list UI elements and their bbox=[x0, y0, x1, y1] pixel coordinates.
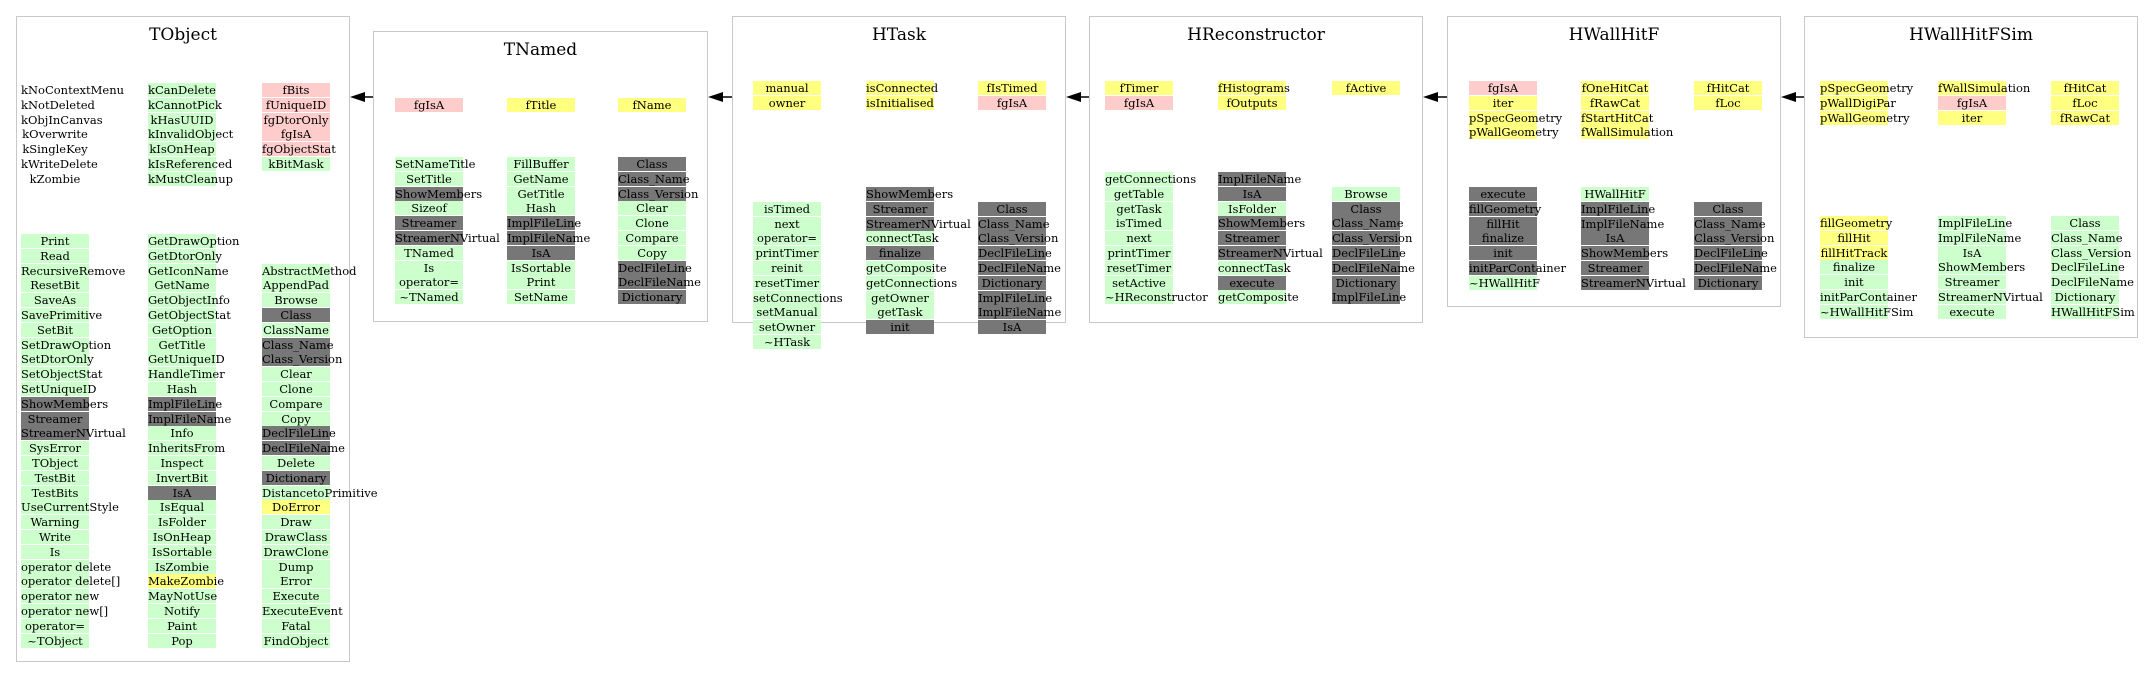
member-clone: Clone bbox=[618, 216, 686, 230]
member-kobjincanvas: kObjInCanvas bbox=[21, 112, 103, 127]
member-operator: operator= bbox=[21, 619, 89, 633]
member-isinitialised: isInitialised bbox=[866, 95, 934, 110]
member-abstractmethod: AbstractMethod bbox=[262, 263, 357, 278]
member-gettask: getTask bbox=[866, 305, 934, 319]
member-operator: operator= bbox=[753, 231, 821, 245]
member-testbits: TestBits bbox=[21, 486, 89, 500]
member-finalize: finalize bbox=[1820, 260, 1888, 274]
member-implfilename: ImplFileName bbox=[1938, 230, 2022, 245]
member-hwallhitf: ~HWallHitF bbox=[1469, 275, 1541, 290]
member-fillhit: fillHit bbox=[1469, 217, 1537, 231]
member-kwritedelete: kWriteDelete bbox=[21, 156, 98, 171]
member-declfileline: DeclFileLine bbox=[262, 426, 336, 441]
member-sizeof: Sizeof bbox=[395, 201, 463, 215]
member-isa: IsA bbox=[148, 486, 216, 500]
member-implfileline: ImplFileLine bbox=[1332, 290, 1407, 305]
member-showmembers: ShowMembers bbox=[21, 396, 109, 411]
member-implfilename: ImplFileName bbox=[148, 411, 232, 426]
member-manual: manual bbox=[753, 81, 821, 95]
member-declfilename: DeclFileName bbox=[1332, 260, 1415, 275]
member-is: Is bbox=[21, 545, 89, 559]
member-declfileline: DeclFileLine bbox=[618, 260, 692, 275]
member-clear: Clear bbox=[618, 201, 686, 215]
member-class: Class bbox=[1332, 202, 1400, 216]
member-delete: Delete bbox=[262, 456, 330, 470]
member-pwalldigipar: pWallDigiPar bbox=[1820, 95, 1896, 110]
member-fgobjectstat: fgObjectStat bbox=[262, 142, 336, 157]
member-tnamed: ~TNamed bbox=[395, 290, 463, 304]
member-dictionary: Dictionary bbox=[618, 290, 686, 304]
member-getobjectinfo: GetObjectInfo bbox=[148, 293, 230, 308]
member-class: Class bbox=[262, 308, 330, 322]
member-implfilename: ImplFileName bbox=[1218, 172, 1302, 186]
member-class-version: Class_Version bbox=[1694, 231, 1775, 246]
member-dump: Dump bbox=[262, 560, 330, 574]
member-getname: GetName bbox=[148, 278, 216, 292]
member-isa: IsA bbox=[1218, 187, 1286, 201]
inheritance-arrow-head bbox=[350, 92, 365, 102]
member-fgisa: fgIsA bbox=[1469, 81, 1537, 95]
member-execute: execute bbox=[1218, 276, 1286, 290]
member-setconnections: setConnections bbox=[753, 290, 843, 305]
member-hash: Hash bbox=[148, 382, 216, 396]
member-tobject: TObject bbox=[21, 456, 89, 470]
member-fname: fName bbox=[618, 98, 686, 112]
member-getname: GetName bbox=[507, 172, 575, 186]
member-class-version: Class_Version bbox=[618, 186, 699, 201]
member-setactive: setActive bbox=[1105, 276, 1173, 290]
member-connecttask: connectTask bbox=[866, 231, 939, 246]
member-warning: Warning bbox=[21, 515, 89, 529]
member-dictionary: Dictionary bbox=[1332, 276, 1400, 290]
member-fgisa: fgIsA bbox=[262, 127, 330, 141]
member-foutputs: fOutputs bbox=[1218, 96, 1286, 110]
member-setuniqueid: SetUniqueID bbox=[21, 381, 97, 396]
member-clone: Clone bbox=[262, 382, 330, 396]
member-ftimer: fTimer bbox=[1105, 81, 1173, 95]
member-fillhittrack: fillHitTrack bbox=[1820, 245, 1888, 260]
member-koverwrite: kOverwrite bbox=[22, 127, 88, 142]
member-operator-new: operator new bbox=[21, 589, 100, 604]
member-makezombie: MakeZombie bbox=[148, 574, 225, 589]
member-next: next bbox=[753, 217, 821, 231]
member-notify: Notify bbox=[148, 604, 216, 618]
member-declfilename: DeclFileName bbox=[1694, 260, 1777, 275]
member-streamernvirtual: StreamerNVirtual bbox=[395, 230, 500, 245]
member-class: Class bbox=[978, 202, 1046, 216]
member-htask: ~HTask bbox=[753, 335, 821, 349]
member-floc: fLoc bbox=[2051, 96, 2119, 110]
member-getcomposite: getComposite bbox=[866, 260, 947, 275]
member-error: Error bbox=[262, 574, 330, 588]
member-streamer: Streamer bbox=[1581, 261, 1649, 275]
member-dictionary: Dictionary bbox=[262, 471, 330, 485]
member-implfilename: ImplFileName bbox=[507, 230, 591, 245]
member-reinit: reinit bbox=[753, 261, 821, 275]
member-finalize: finalize bbox=[1469, 231, 1537, 245]
member-initparcontainer: initParContainer bbox=[1469, 260, 1566, 275]
member-distancetoprimitive: DistancetoPrimitive bbox=[262, 485, 378, 500]
member-streamernvirtual: StreamerNVirtual bbox=[1938, 289, 2043, 304]
member-execute: execute bbox=[1469, 187, 1537, 201]
member-kisreferenced: kIsReferenced bbox=[148, 156, 233, 171]
member-isa: IsA bbox=[1938, 246, 2006, 260]
member-tobject: ~TObject bbox=[21, 634, 89, 648]
member-isequal: IsEqual bbox=[148, 500, 216, 514]
member-knotdeleted: kNotDeleted bbox=[21, 97, 95, 112]
member-class-version: Class_Version bbox=[2051, 245, 2132, 260]
member-finalize: finalize bbox=[866, 246, 934, 260]
member-paint: Paint bbox=[148, 619, 216, 633]
member-streamer: Streamer bbox=[21, 412, 89, 426]
member-declfileline: DeclFileLine bbox=[2051, 260, 2125, 275]
member-getdtoronly: GetDtorOnly bbox=[148, 248, 222, 263]
member-fhitcat: fHitCat bbox=[2051, 81, 2119, 95]
member-setobjectstat: SetObjectStat bbox=[21, 367, 103, 382]
member-implfileline: ImplFileLine bbox=[507, 216, 582, 231]
member-streamer: Streamer bbox=[1938, 275, 2006, 289]
member-frawcat: fRawCat bbox=[1581, 96, 1649, 110]
member-streamernvirtual: StreamerNVirtual bbox=[866, 216, 971, 231]
member-knocontextmenu: kNoContextMenu bbox=[21, 83, 125, 97]
member-drawclone: DrawClone bbox=[263, 544, 329, 559]
member-declfileline: DeclFileLine bbox=[1694, 246, 1768, 261]
member-classname: ClassName bbox=[263, 322, 329, 337]
member-fgisa: fgIsA bbox=[1938, 96, 2006, 110]
inheritance-arrow-head bbox=[1066, 92, 1081, 102]
member-gettitle: GetTitle bbox=[148, 338, 216, 352]
member-inheritsfrom: InheritsFrom bbox=[148, 441, 226, 456]
class-title: TObject bbox=[149, 25, 217, 45]
member-showmembers: ShowMembers bbox=[1581, 246, 1669, 261]
inheritance-arrow-head bbox=[708, 92, 723, 102]
member-connecttask: connectTask bbox=[1218, 260, 1291, 275]
member-streamernvirtual: StreamerNVirtual bbox=[1218, 245, 1323, 260]
member-write: Write bbox=[21, 530, 89, 544]
member-next: next bbox=[1105, 231, 1173, 245]
member-isa: IsA bbox=[1581, 231, 1649, 245]
member-init: init bbox=[1469, 246, 1537, 260]
member-setbit: SetBit bbox=[21, 323, 89, 337]
member-doerror: DoError bbox=[262, 500, 330, 514]
member-kcandelete: kCanDelete bbox=[148, 83, 216, 97]
member-khasuuid: kHasUUID bbox=[148, 113, 216, 127]
member-pspecgeometry: pSpecGeometry bbox=[1820, 81, 1914, 95]
member-gettask: getTask bbox=[1105, 202, 1173, 216]
member-is: Is bbox=[395, 261, 463, 275]
member-ftitle: fTitle bbox=[507, 98, 575, 112]
member-operator-delete: operator delete[] bbox=[21, 574, 121, 589]
member-kcannotpick: kCannotPick bbox=[148, 97, 222, 112]
member-printtimer: printTimer bbox=[1105, 246, 1173, 260]
member-getconnections: getConnections bbox=[866, 275, 958, 290]
member-hreconstructor: ~HReconstructor bbox=[1105, 290, 1208, 305]
member-fstarthitcat: fStartHitCat bbox=[1581, 110, 1654, 125]
member-saveas: SaveAs bbox=[21, 293, 89, 307]
member-resetbit: ResetBit bbox=[21, 278, 89, 292]
member-clear: Clear bbox=[262, 367, 330, 381]
member-class-name: Class_Name bbox=[978, 216, 1050, 231]
member-issortable: IsSortable bbox=[148, 545, 216, 559]
member-iter: iter bbox=[1469, 96, 1537, 110]
member-resettimer: resetTimer bbox=[1106, 260, 1172, 275]
member-kisonheap: kIsOnHeap bbox=[149, 142, 215, 157]
member-initparcontainer: initParContainer bbox=[1820, 289, 1917, 304]
member-draw: Draw bbox=[262, 515, 330, 529]
member-declfilename: DeclFileName bbox=[978, 260, 1061, 275]
class-title: HReconstructor bbox=[1187, 25, 1325, 45]
member-class: Class bbox=[1694, 202, 1762, 216]
member-dictionary: Dictionary bbox=[978, 276, 1046, 290]
class-title: HTask bbox=[871, 25, 926, 45]
member-implfileline: ImplFileLine bbox=[978, 290, 1053, 305]
member-declfileline: DeclFileLine bbox=[978, 246, 1052, 261]
member-fillhit: fillHit bbox=[1820, 231, 1888, 245]
member-fwallsimulation: fWallSimulation bbox=[1581, 125, 1674, 140]
member-recursiveremove: RecursiveRemove bbox=[21, 263, 126, 278]
member-hwallhitfsim: HWallHitFSim bbox=[2051, 304, 2135, 319]
member-usecurrentstyle: UseCurrentStyle bbox=[21, 500, 119, 515]
member-gettable: getTable bbox=[1105, 187, 1173, 201]
member-isa: IsA bbox=[507, 246, 575, 260]
member-getdrawoption: GetDrawOption bbox=[148, 234, 240, 248]
member-operator-delete: operator delete bbox=[21, 559, 112, 574]
member-pop: Pop bbox=[148, 634, 216, 648]
member-owner: owner bbox=[753, 96, 821, 110]
member-pspecgeometry: pSpecGeometry bbox=[1469, 110, 1563, 125]
member-operator-new: operator new[] bbox=[21, 603, 109, 618]
member-istimed: isTimed bbox=[1105, 216, 1173, 230]
member-istimed: isTimed bbox=[753, 202, 821, 216]
member-class-version: Class_Version bbox=[1332, 231, 1413, 246]
member-testbit: TestBit bbox=[21, 471, 89, 485]
member-getuniqueid: GetUniqueID bbox=[148, 352, 225, 367]
member-streamernvirtual: StreamerNVirtual bbox=[21, 426, 126, 441]
member-isfolder: IsFolder bbox=[148, 515, 216, 529]
member-pwallgeometry: pWallGeometry bbox=[1469, 125, 1559, 140]
member-ksinglekey: kSingleKey bbox=[22, 142, 88, 157]
member-declfilename: DeclFileName bbox=[2051, 275, 2134, 290]
member-showmembers: ShowMembers bbox=[866, 187, 954, 201]
member-fatal: Fatal bbox=[262, 619, 330, 633]
member-gettitle: GetTitle bbox=[507, 187, 575, 201]
member-handletimer: HandleTimer bbox=[148, 367, 225, 382]
member-fillgeometry: fillGeometry bbox=[1820, 216, 1893, 230]
member-printtimer: printTimer bbox=[753, 246, 821, 260]
member-setdrawoption: SetDrawOption bbox=[21, 337, 112, 352]
member-setmanual: setManual bbox=[753, 305, 821, 319]
member-kzombie: kZombie bbox=[29, 171, 81, 186]
inheritance-arrow-head bbox=[1423, 92, 1438, 102]
member-syserror: SysError bbox=[21, 441, 89, 455]
member-getobjectstat: GetObjectStat bbox=[148, 307, 231, 322]
member-executeevent: ExecuteEvent bbox=[262, 603, 343, 618]
member-fhistograms: fHistograms bbox=[1218, 81, 1290, 95]
member-browse: Browse bbox=[262, 293, 330, 307]
member-class-version: Class_Version bbox=[978, 231, 1059, 246]
member-isonheap: IsOnHeap bbox=[148, 530, 216, 544]
member-showmembers: ShowMembers bbox=[1938, 260, 2026, 275]
member-class-name: Class_Name bbox=[262, 337, 334, 352]
member-iter: iter bbox=[1938, 111, 2006, 125]
member-isa: IsA bbox=[978, 320, 1046, 334]
member-findobject: FindObject bbox=[263, 633, 329, 648]
member-read: Read bbox=[21, 249, 89, 263]
member-implfilename: ImplFileName bbox=[978, 305, 1062, 320]
member-dictionary: Dictionary bbox=[1694, 276, 1762, 290]
member-implfileline: ImplFileLine bbox=[1581, 201, 1656, 216]
member-fwallsimulation: fWallSimulation bbox=[1938, 81, 2031, 95]
member-hwallhitf: HWallHitF bbox=[1581, 187, 1649, 201]
member-implfileline: ImplFileLine bbox=[1938, 216, 2013, 230]
member-kmustcleanup: kMustCleanup bbox=[148, 171, 233, 186]
member-setname: SetName bbox=[507, 290, 575, 304]
member-tnamed: TNamed bbox=[395, 246, 463, 260]
member-compare: Compare bbox=[618, 231, 686, 245]
member-getoption: GetOption bbox=[148, 323, 216, 337]
member-resettimer: resetTimer bbox=[754, 275, 820, 290]
inheritance-arrow-head bbox=[1781, 92, 1796, 102]
member-class-name: Class_Name bbox=[1332, 216, 1404, 231]
member-info: Info bbox=[148, 426, 216, 440]
member-settitle: SetTitle bbox=[395, 172, 463, 186]
member-operator: operator= bbox=[395, 275, 463, 289]
member-compare: Compare bbox=[262, 397, 330, 411]
member-setdtoronly: SetDtorOnly bbox=[21, 352, 94, 367]
member-dictionary: Dictionary bbox=[2051, 290, 2119, 304]
member-geticonname: GetIconName bbox=[148, 263, 229, 278]
member-fbits: fBits bbox=[262, 83, 330, 97]
member-copy: Copy bbox=[262, 412, 330, 426]
member-fgisa: fgIsA bbox=[978, 96, 1046, 110]
member-maynotuse: MayNotUse bbox=[148, 589, 218, 604]
member-class-version: Class_Version bbox=[262, 352, 343, 367]
member-class: Class bbox=[618, 157, 686, 171]
member-factive: fActive bbox=[1332, 81, 1400, 95]
member-showmembers: ShowMembers bbox=[395, 186, 483, 201]
member-streamer: Streamer bbox=[866, 202, 934, 216]
member-fillgeometry: fillGeometry bbox=[1469, 201, 1542, 216]
member-fhitcat: fHitCat bbox=[1694, 81, 1762, 95]
member-setowner: setOwner bbox=[753, 320, 821, 334]
member-execute: execute bbox=[1938, 305, 2006, 319]
member-getconnections: getConnections bbox=[1105, 172, 1197, 186]
member-declfilename: DeclFileName bbox=[618, 275, 701, 290]
member-floc: fLoc bbox=[1694, 96, 1762, 110]
member-class-name: Class_Name bbox=[2051, 230, 2123, 245]
member-inspect: Inspect bbox=[148, 456, 216, 470]
member-copy: Copy bbox=[618, 246, 686, 260]
member-fgisa: fgIsA bbox=[1105, 96, 1173, 110]
member-declfileline: DeclFileLine bbox=[1332, 245, 1406, 260]
member-declfilename: DeclFileName bbox=[262, 441, 345, 456]
member-saveprimitive: SavePrimitive bbox=[21, 307, 103, 322]
member-setnametitle: SetNameTitle bbox=[395, 157, 476, 171]
class-title: TNamed bbox=[503, 40, 578, 60]
member-implfileline: ImplFileLine bbox=[148, 396, 223, 411]
member-streamer: Streamer bbox=[395, 216, 463, 230]
member-class: Class bbox=[2051, 216, 2119, 230]
member-kbitmask: kBitMask bbox=[262, 157, 330, 171]
class-title: HWallHitFSim bbox=[1909, 25, 2033, 45]
member-browse: Browse bbox=[1332, 187, 1400, 201]
member-drawclass: DrawClass bbox=[262, 530, 330, 544]
member-print: Print bbox=[507, 275, 575, 289]
member-funiqueid: fUniqueID bbox=[262, 98, 330, 112]
member-invertbit: InvertBit bbox=[148, 471, 216, 485]
class-title: HWallHitF bbox=[1568, 25, 1660, 45]
member-init: init bbox=[866, 320, 934, 334]
member-execute: Execute bbox=[262, 589, 330, 603]
member-showmembers: ShowMembers bbox=[1218, 216, 1306, 231]
member-getowner: getOwner bbox=[866, 291, 934, 305]
member-isconnected: isConnected bbox=[866, 81, 939, 95]
member-hash: Hash bbox=[507, 201, 575, 215]
member-kinvalidobject: kInvalidObject bbox=[148, 127, 234, 142]
member-init: init bbox=[1820, 275, 1888, 289]
member-class-name: Class_Name bbox=[1694, 216, 1766, 231]
member-getcomposite: getComposite bbox=[1218, 290, 1299, 305]
member-streamer: Streamer bbox=[1218, 231, 1286, 245]
member-pwallgeometry: pWallGeometry bbox=[1820, 110, 1910, 125]
member-frawcat: fRawCat bbox=[2051, 111, 2119, 125]
member-iszombie: IsZombie bbox=[148, 560, 216, 574]
member-print: Print bbox=[21, 234, 89, 248]
member-fgisa: fgIsA bbox=[395, 98, 463, 112]
member-streamernvirtual: StreamerNVirtual bbox=[1581, 275, 1686, 290]
member-fgdtoronly: fgDtorOnly bbox=[263, 112, 329, 127]
member-appendpad: AppendPad bbox=[262, 278, 330, 293]
member-class-name: Class_Name bbox=[618, 171, 690, 186]
member-isfolder: IsFolder bbox=[1218, 202, 1286, 216]
member-hwallhitfsim: ~HWallHitFSim bbox=[1820, 304, 1914, 319]
member-fistimed: fIsTimed bbox=[978, 81, 1046, 95]
member-issortable: IsSortable bbox=[507, 261, 575, 275]
member-implfilename: ImplFileName bbox=[1581, 216, 1665, 231]
member-fonehitcat: fOneHitCat bbox=[1581, 81, 1649, 95]
member-fillbuffer: FillBuffer bbox=[507, 157, 575, 171]
